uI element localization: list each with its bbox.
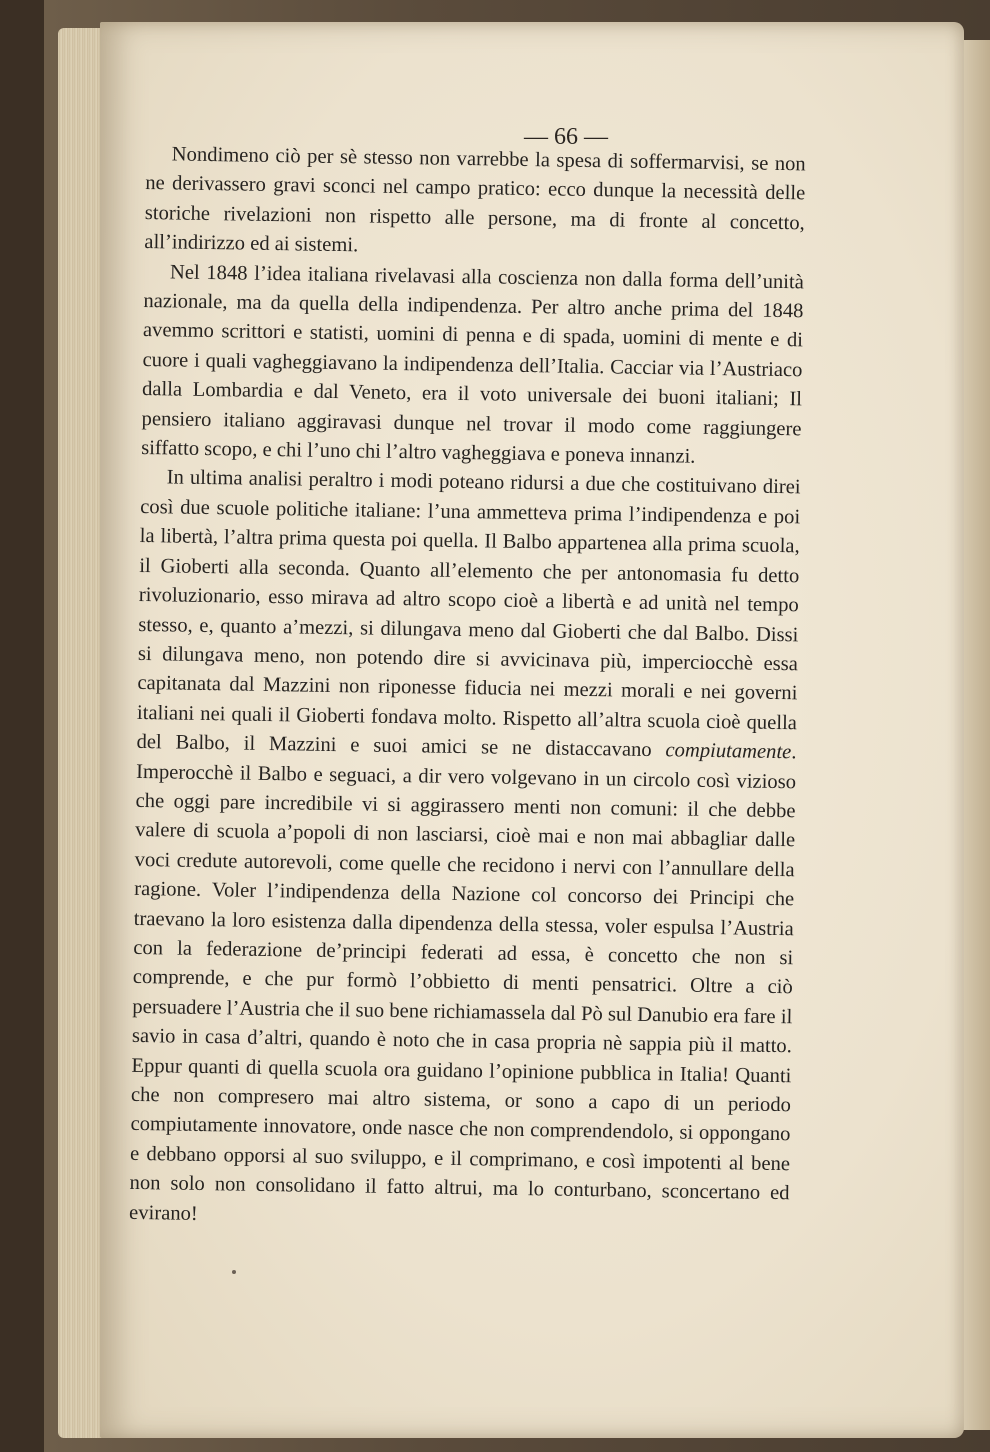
page-text [129,140,806,1238]
paragraph-1: Nondimeno ciò per sè stesso non varrebbe la spesa di soffermarvisi, se non ne derivassero gravi sconci nel campo pratico: ecco dunque la necessità delle storiche rivelazioni non rispetto alle persone, ma di fronte al concetto, all’indirizzo ed ai sistemi. [144,143,806,257]
paragraph-2: Nel 1848 l’idea italiana rivelavasi alla coscienza non dalla forma dell’unità nazionale, ma da quella della indipendenza. Per altro anche prima del 1848 avemmo scrittori e statisti, uomini di penna e di spada, uomini di mente e di cuore i quali vagheggiavano la indipendenza dell’Italia. Cacciar via l’Austriaco dalla Lombardia e dal Veneto, era il voto universale dei buoni italiani; Il pensiero italiano aggiravasi dunque nel trovar il modo come raggiungere siffatto scopo, e chi l’uno chi l’altro vagheggiava e poneva innanzi. [140,261,805,468]
page-number: — 66 — [524,124,608,150]
paragraph-3-text-b: . Imperocchè il Balbo e seguaci, a dir vero volgevano in un circolo così vizioso che oggi pare incredibile vi si aggirassero menti non comuni: il che debbe valere di scuola a’popoli di non lasciarsi, cioè mai e non mai abbagliar dalle voci credute autorevoli, come quelle che recidono i nervi con l’annullare della ragione. Voler l’indipendenza della Nazione col concorso dei Principi che traevano la loro esistenza dalla dipendenza della stessa, voler espulsa l’Austria con la federazione de’principi federati ad essa, è concetto che non si comprende, e che pur formò l’obbietto di menti pensatrici. Oltre a ciò persuadere l’Austria che il suo bene richiamassela dal Pò sul Danubio era fare il savio in casa d’altri, quando è noto che in casa propria nè sappia più il matto. Eppur quanti di quella scuola ora guidano l’opinione pubblica in Italia! Quanti che non compresero mai altro sistema, or sono a capo di un periodo compiutamente innovatore, onde nasce che non comprendendolo, si oppongano e debbano opporsi al suo sviluppo, e il comprimano, e così impotenti al bene non solo non consolidano il fatto altrui, ma lo conturbano, sconcertano ed evirano! [128,741,797,1225]
paragraph-3-italic: compiutamente [665,739,792,764]
ink-spot [232,1270,236,1274]
paragraph-3 [129,463,801,1238]
paragraph-3-text-a: In ultima analisi peraltro i modi poteano ridursi a due che costituivano direi così due scuole politiche italiane: l’una ammetteva prima l’indipendenza e poi la libertà, l’altra prima questa poi quella. Il Balbo appartenea alla prima scuola, il Gioberti alla seconda. Quanto all’elemento che per antonomasia fu detto rivoluzionario, esso mirava ad altro scopo cioè a libertà e ad unità nel tempo stesso, e, quanto a’mezzi, si dilungava meno dal Gioberti che dal Balbo. Dissi si dilungava meno, non potendo dire si avvicinava più, imperciocchè essa capitanata dal Mazzini non riponesse fiducia nei mezzi morali e nei governi italiani nei quali il Gioberti fondava molto. Rispetto all’altra scuola cioè quella del Balbo, il Mazzini e suoi amici se ne distaccavano [136,466,801,762]
next-page-edge [962,40,990,1430]
